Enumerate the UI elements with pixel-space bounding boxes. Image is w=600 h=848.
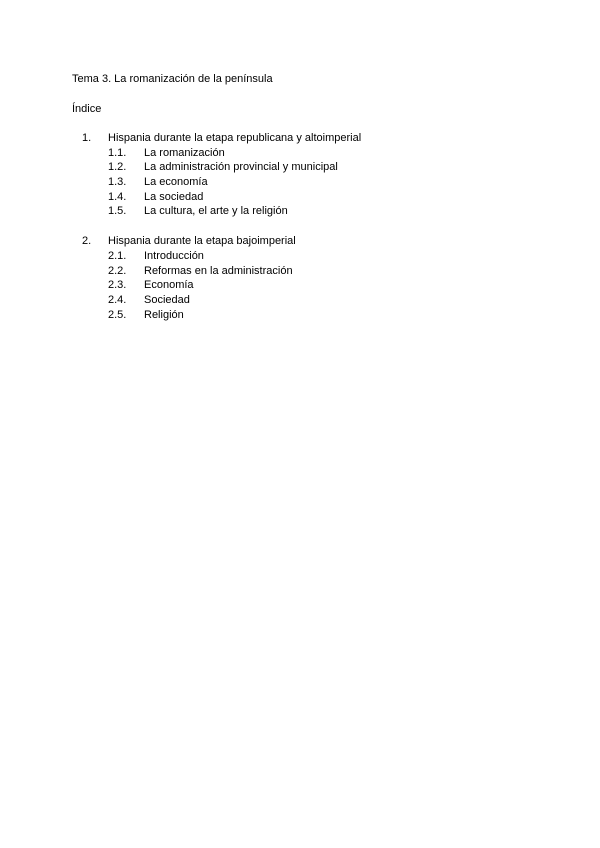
toc-item-title: La sociedad — [144, 190, 204, 203]
toc-item-number: 2.2. — [108, 264, 127, 277]
toc-item — [0, 204, 600, 219]
toc-section-title: Hispania durante la etapa bajoimperial — [108, 235, 296, 248]
toc-item-title: La romanización — [144, 146, 225, 159]
toc-item-number: 2.5. — [108, 308, 127, 321]
toc-section-title: Hispania durante la etapa republicana y altoimperial — [108, 132, 362, 144]
toc-item — [0, 160, 600, 175]
toc-item — [0, 308, 600, 323]
toc-item-number: 2.1. — [108, 249, 127, 262]
toc-item-number: 2.4. — [108, 293, 127, 306]
toc-item-number: 1.1. — [108, 146, 127, 159]
toc-item-title: La administración provincial y municipal — [144, 161, 338, 174]
toc-section-1 — [0, 131, 600, 219]
toc-item-title: Sociedad — [144, 293, 190, 306]
toc-item-title: Religión — [144, 308, 184, 321]
toc-section-number: 2. — [82, 235, 92, 248]
toc-item — [0, 249, 600, 264]
toc-item-title: La economía — [144, 176, 208, 189]
toc-item-number: 1.3. — [108, 176, 127, 189]
toc-item — [0, 264, 600, 279]
toc-item-number: 1.4. — [108, 190, 127, 203]
toc-item-number: 1.2. — [108, 161, 127, 174]
toc-section-number: 1. — [82, 132, 92, 144]
toc-item — [0, 146, 600, 161]
toc-item-title: Introducción — [144, 249, 204, 262]
toc-item-title: Economía — [144, 279, 194, 292]
toc-item — [0, 175, 600, 190]
index-heading: Índice — [72, 103, 102, 115]
toc-section-heading — [0, 234, 600, 249]
toc-item-title: La cultura, el arte y la religión — [144, 205, 288, 218]
toc-item-number: 2.3. — [108, 279, 127, 292]
document-title: Tema 3. La romanización de la península — [72, 73, 273, 85]
toc-item — [0, 293, 600, 308]
table-of-contents — [0, 131, 600, 322]
toc-item-title: Reformas en la administración — [144, 264, 293, 277]
toc-item — [0, 190, 600, 205]
toc-section-heading — [0, 131, 600, 146]
toc-item — [0, 278, 600, 293]
toc-item-number: 1.5. — [108, 205, 127, 218]
toc-section-2 — [0, 234, 600, 322]
